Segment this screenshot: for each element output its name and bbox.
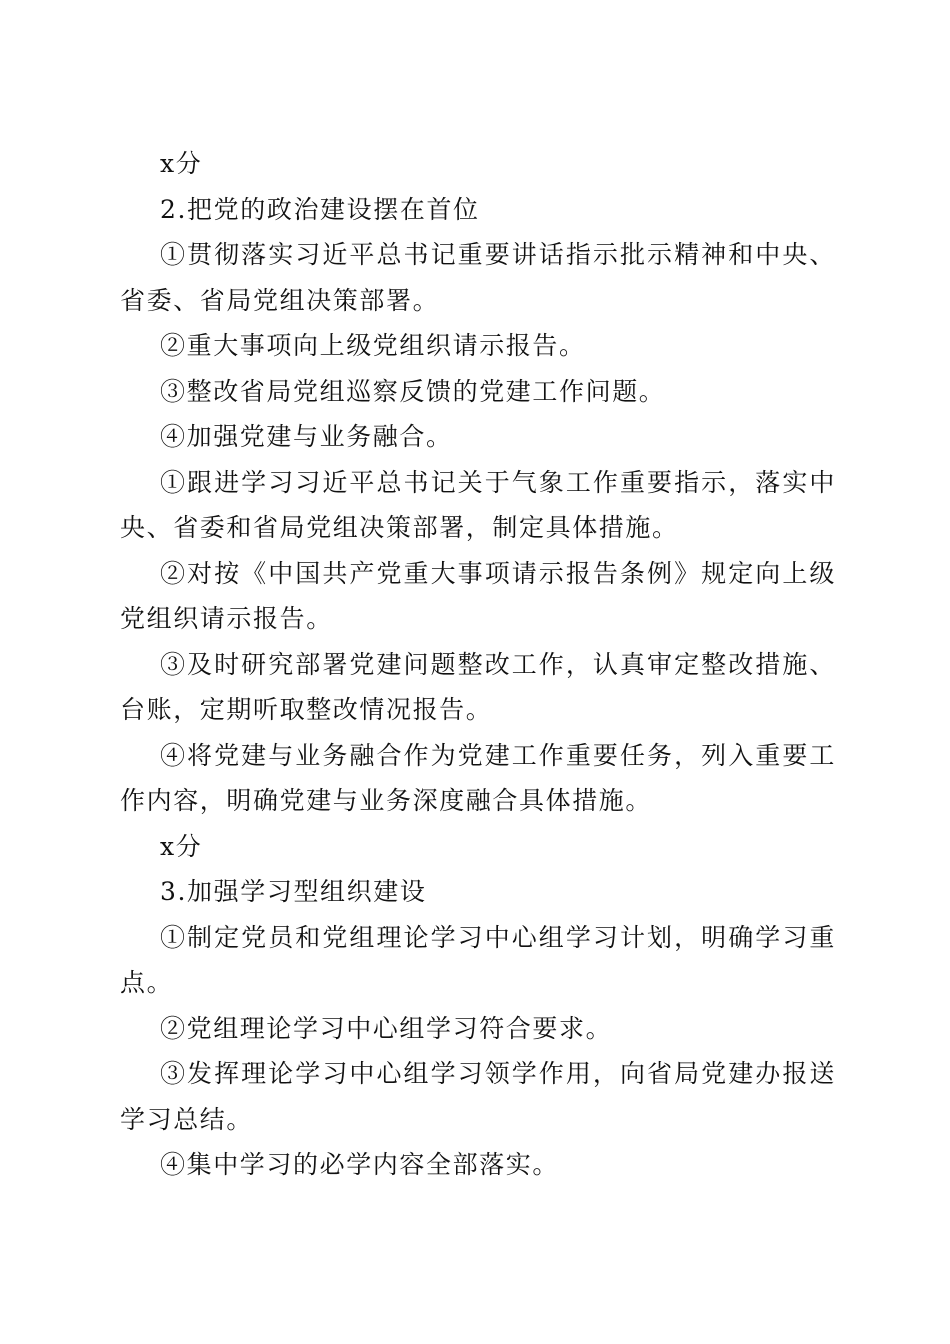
list-item: ②党组理论学习中心组学习符合要求。 — [160, 1013, 613, 1043]
list-item: ①贯彻落实习近平总书记重要讲话指示批示精神和中央、省委、省局党组决策部署。 — [120, 240, 836, 315]
score-line: x分 — [160, 149, 203, 178]
list-item: ③及时研究部署党建问题整改工作，认真审定整改措施、台账，定期听取整改情况报告。 — [120, 649, 836, 724]
list-item: ①制定党员和党组理论学习中心组学习计划，明确学习重点。 — [120, 922, 836, 997]
score-line: x分 — [160, 831, 203, 861]
list-item: ③整改省局党组巡察反馈的党建工作问题。 — [160, 376, 666, 406]
list-item: ②重大事项向上级党组织请示报告。 — [160, 331, 586, 360]
section-heading: 2.把党的政治建设摆在首位 — [160, 194, 480, 224]
list-item: ④集中学习的必学内容全部落实。 — [160, 1150, 560, 1179]
section-heading: 3.加强学习型组织建设 — [160, 877, 427, 906]
document-body — [120, 141, 836, 1188]
list-item: ④加强党建与业务融合。 — [160, 422, 453, 451]
list-item: ②对按《中国共产党重大事项请示报告条例》规定向上级党组织请示报告。 — [120, 558, 836, 633]
list-item: ④将党建与业务融合作为党建工作重要任务，列入重要工作内容，明确党建与业务深度融合具体措施。 — [120, 740, 836, 815]
list-item: ①跟进学习习近平总书记关于气象工作重要指示，落实中央、省委和省局党组决策部署，制定具体措施。 — [120, 467, 836, 542]
list-item: ③发挥理论学习中心组学习领学作用，向省局党建办报送学习总结。 — [120, 1059, 836, 1134]
